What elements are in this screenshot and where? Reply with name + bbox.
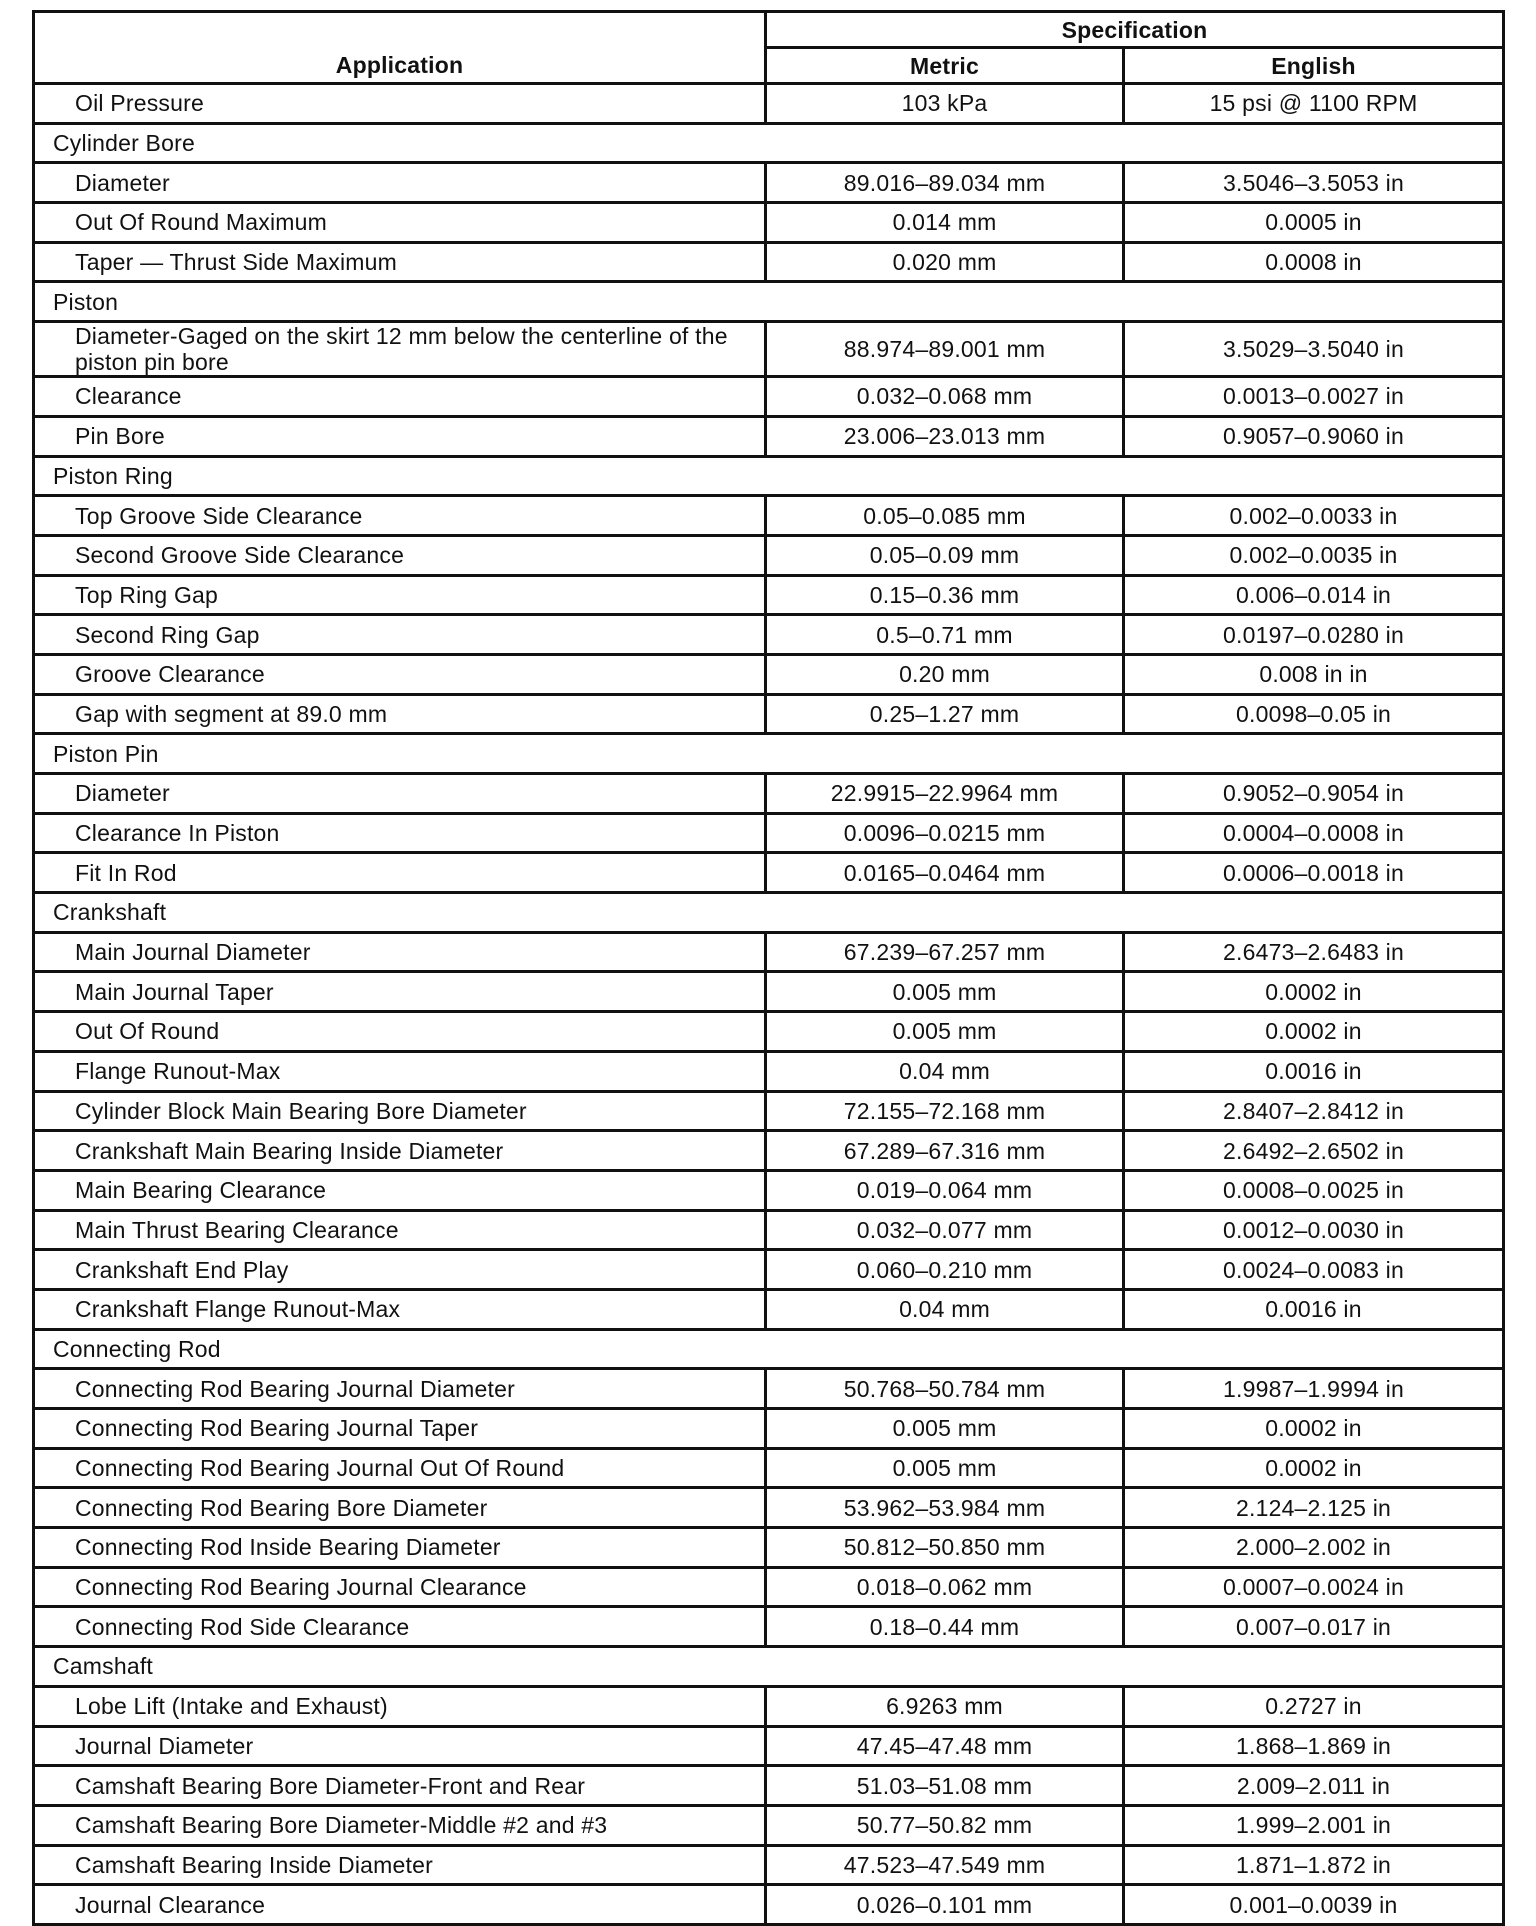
metric-cell: 0.018–0.062 mm [766,1567,1124,1607]
metric-cell: 67.239–67.257 mm [766,932,1124,972]
table-row [34,575,1504,615]
metric-cell: 0.032–0.068 mm [766,377,1124,417]
table-row [34,416,1504,456]
application-cell: Out Of Round [34,1012,766,1052]
application-cell: Out Of Round Maximum [34,203,766,243]
header-metric: Metric [766,48,1124,84]
english-cell: 0.0006–0.0018 in [1124,853,1504,893]
metric-cell: 22.9915–22.9964 mm [766,774,1124,814]
table-row [34,1567,1504,1607]
metric-cell: 0.026–0.101 mm [766,1885,1124,1925]
metric-cell: 23.006–23.013 mm [766,416,1124,456]
header-english: English [1124,48,1504,84]
application-cell: Diameter-Gaged on the skirt 12 mm below the centerline of the piston pin bore [34,322,766,377]
application-cell: Connecting Rod Bearing Journal Diameter [34,1369,766,1409]
english-cell: 0.008 in in [1124,654,1504,694]
english-cell: 2.8407–2.8412 in [1124,1091,1504,1131]
metric-cell: 50.768–50.784 mm [766,1369,1124,1409]
table-row [34,322,1504,377]
metric-cell: 0.05–0.085 mm [766,496,1124,536]
metric-cell: 50.812–50.850 mm [766,1528,1124,1568]
metric-cell: 88.974–89.001 mm [766,322,1124,377]
english-cell: 0.9052–0.9054 in [1124,774,1504,814]
metric-cell: 0.005 mm [766,972,1124,1012]
english-cell: 0.002–0.0035 in [1124,535,1504,575]
metric-cell: 51.03–51.08 mm [766,1766,1124,1806]
section-row [34,1329,1504,1369]
table-row [34,1528,1504,1568]
table-row [34,813,1504,853]
table-row [34,1131,1504,1171]
application-cell: Camshaft Bearing Inside Diameter [34,1845,766,1885]
spec-table [32,10,1505,1926]
metric-cell: 0.060–0.210 mm [766,1250,1124,1290]
table-row [34,774,1504,814]
application-cell: Diameter [34,774,766,814]
metric-cell: 0.04 mm [766,1051,1124,1091]
english-cell: 2.6492–2.6502 in [1124,1131,1504,1171]
application-cell: Connecting Rod Inside Bearing Diameter [34,1528,766,1568]
english-cell: 0.0008–0.0025 in [1124,1170,1504,1210]
metric-cell: 0.014 mm [766,203,1124,243]
table-row [34,1250,1504,1290]
english-cell: 0.0024–0.0083 in [1124,1250,1504,1290]
application-cell: Clearance [34,377,766,417]
application-cell: Top Groove Side Clearance [34,496,766,536]
table-row [34,203,1504,243]
table-row [34,972,1504,1012]
english-cell: 0.0002 in [1124,1409,1504,1449]
section-title: Cylinder Bore [34,123,1504,163]
table-row [34,1766,1504,1806]
application-cell: Main Journal Diameter [34,932,766,972]
metric-cell: 0.005 mm [766,1012,1124,1052]
metric-cell: 103 kPa [766,84,1124,124]
english-cell: 3.5029–3.5040 in [1124,322,1504,377]
metric-cell: 50.77–50.82 mm [766,1805,1124,1845]
table-row [34,1686,1504,1726]
section-row [34,123,1504,163]
application-cell: Connecting Rod Bearing Journal Clearance [34,1567,766,1607]
metric-cell: 0.005 mm [766,1409,1124,1449]
english-cell: 0.006–0.014 in [1124,575,1504,615]
section-title: Connecting Rod [34,1329,1504,1369]
table-row [34,1607,1504,1647]
application-cell: Pin Bore [34,416,766,456]
section-row [34,734,1504,774]
metric-cell: 53.962–53.984 mm [766,1488,1124,1528]
section-title: Camshaft [34,1647,1504,1687]
table-row [34,654,1504,694]
metric-cell: 0.05–0.09 mm [766,535,1124,575]
table-row [34,496,1504,536]
application-cell: Clearance In Piston [34,813,766,853]
section-row [34,456,1504,496]
table-row [34,84,1504,124]
table-row [34,1289,1504,1329]
section-title: Crankshaft [34,893,1504,933]
english-cell: 0.0007–0.0024 in [1124,1567,1504,1607]
table-row [34,615,1504,655]
application-cell: Second Groove Side Clearance [34,535,766,575]
metric-cell: 0.020 mm [766,242,1124,282]
metric-cell: 0.18–0.44 mm [766,1607,1124,1647]
english-cell: 2.009–2.011 in [1124,1766,1504,1806]
metric-cell: 0.15–0.36 mm [766,575,1124,615]
metric-cell: 0.20 mm [766,654,1124,694]
english-cell: 0.0012–0.0030 in [1124,1210,1504,1250]
application-cell: Main Thrust Bearing Clearance [34,1210,766,1250]
english-cell: 1.9987–1.9994 in [1124,1369,1504,1409]
english-cell: 0.002–0.0033 in [1124,496,1504,536]
english-cell: 0.0004–0.0008 in [1124,813,1504,853]
table-row [34,694,1504,734]
table-row [34,242,1504,282]
metric-cell: 6.9263 mm [766,1686,1124,1726]
table-row [34,1885,1504,1925]
english-cell: 1.871–1.872 in [1124,1845,1504,1885]
table-row [34,1488,1504,1528]
application-cell: Connecting Rod Side Clearance [34,1607,766,1647]
application-cell: Groove Clearance [34,654,766,694]
table-body [34,84,1504,1925]
table-row [34,1845,1504,1885]
application-cell: Top Ring Gap [34,575,766,615]
table-header [34,12,1504,84]
metric-cell: 67.289–67.316 mm [766,1131,1124,1171]
metric-cell: 47.45–47.48 mm [766,1726,1124,1766]
application-cell: Connecting Rod Bearing Journal Out Of Round [34,1448,766,1488]
english-cell: 0.9057–0.9060 in [1124,416,1504,456]
english-cell: 2.124–2.125 in [1124,1488,1504,1528]
metric-cell: 89.016–89.034 mm [766,163,1124,203]
application-cell: Camshaft Bearing Bore Diameter-Front and Rear [34,1766,766,1806]
table-row [34,1051,1504,1091]
english-cell: 0.0197–0.0280 in [1124,615,1504,655]
table-row [34,1210,1504,1250]
header-application: Application [34,12,766,84]
english-cell: 0.0002 in [1124,1012,1504,1052]
application-cell: Diameter [34,163,766,203]
table-row [34,163,1504,203]
english-cell: 0.0013–0.0027 in [1124,377,1504,417]
application-cell: Connecting Rod Bearing Journal Taper [34,1409,766,1449]
table-row [34,1805,1504,1845]
application-cell: Second Ring Gap [34,615,766,655]
table-row [34,1369,1504,1409]
section-title: Piston [34,282,1504,322]
application-cell: Crankshaft End Play [34,1250,766,1290]
header-specification: Specification [766,12,1504,48]
english-cell: 1.999–2.001 in [1124,1805,1504,1845]
metric-cell: 0.25–1.27 mm [766,694,1124,734]
application-cell: Main Journal Taper [34,972,766,1012]
english-cell: 0.0008 in [1124,242,1504,282]
application-cell: Camshaft Bearing Bore Diameter-Middle #2 and #3 [34,1805,766,1845]
table-row [34,377,1504,417]
application-cell: Cylinder Block Main Bearing Bore Diameter [34,1091,766,1131]
english-cell: 0.0002 in [1124,1448,1504,1488]
application-cell: Journal Clearance [34,1885,766,1925]
table-row [34,1726,1504,1766]
english-cell: 0.007–0.017 in [1124,1607,1504,1647]
application-cell: Main Bearing Clearance [34,1170,766,1210]
application-cell: Flange Runout-Max [34,1051,766,1091]
english-cell: 0.0016 in [1124,1051,1504,1091]
english-cell: 0.001–0.0039 in [1124,1885,1504,1925]
english-cell: 1.868–1.869 in [1124,1726,1504,1766]
application-cell: Taper — Thrust Side Maximum [34,242,766,282]
english-cell: 0.2727 in [1124,1686,1504,1726]
metric-cell: 0.032–0.077 mm [766,1210,1124,1250]
section-row [34,282,1504,322]
section-row [34,893,1504,933]
table-row [34,1012,1504,1052]
english-cell: 2.6473–2.6483 in [1124,932,1504,972]
table-row [34,1091,1504,1131]
application-cell: Lobe Lift (Intake and Exhaust) [34,1686,766,1726]
application-cell: Oil Pressure [34,84,766,124]
metric-cell: 0.019–0.064 mm [766,1170,1124,1210]
section-row [34,1647,1504,1687]
table-row [34,853,1504,893]
english-cell: 0.0016 in [1124,1289,1504,1329]
application-cell: Fit In Rod [34,853,766,893]
english-cell: 0.0005 in [1124,203,1504,243]
application-cell: Journal Diameter [34,1726,766,1766]
table-row [34,932,1504,972]
application-cell: Crankshaft Main Bearing Inside Diameter [34,1131,766,1171]
metric-cell: 0.0165–0.0464 mm [766,853,1124,893]
section-title: Piston Pin [34,734,1504,774]
metric-cell: 0.005 mm [766,1448,1124,1488]
metric-cell: 47.523–47.549 mm [766,1845,1124,1885]
section-title: Piston Ring [34,456,1504,496]
metric-cell: 0.04 mm [766,1289,1124,1329]
table-row [34,1409,1504,1449]
application-cell: Gap with segment at 89.0 mm [34,694,766,734]
table-row [34,1448,1504,1488]
english-cell: 3.5046–3.5053 in [1124,163,1504,203]
application-cell: Connecting Rod Bearing Bore Diameter [34,1488,766,1528]
table-row [34,1170,1504,1210]
metric-cell: 0.0096–0.0215 mm [766,813,1124,853]
english-cell: 0.0002 in [1124,972,1504,1012]
english-cell: 15 psi @ 1100 RPM [1124,84,1504,124]
english-cell: 0.0098–0.05 in [1124,694,1504,734]
table-row [34,535,1504,575]
english-cell: 2.000–2.002 in [1124,1528,1504,1568]
application-cell: Crankshaft Flange Runout-Max [34,1289,766,1329]
metric-cell: 0.5–0.71 mm [766,615,1124,655]
metric-cell: 72.155–72.168 mm [766,1091,1124,1131]
